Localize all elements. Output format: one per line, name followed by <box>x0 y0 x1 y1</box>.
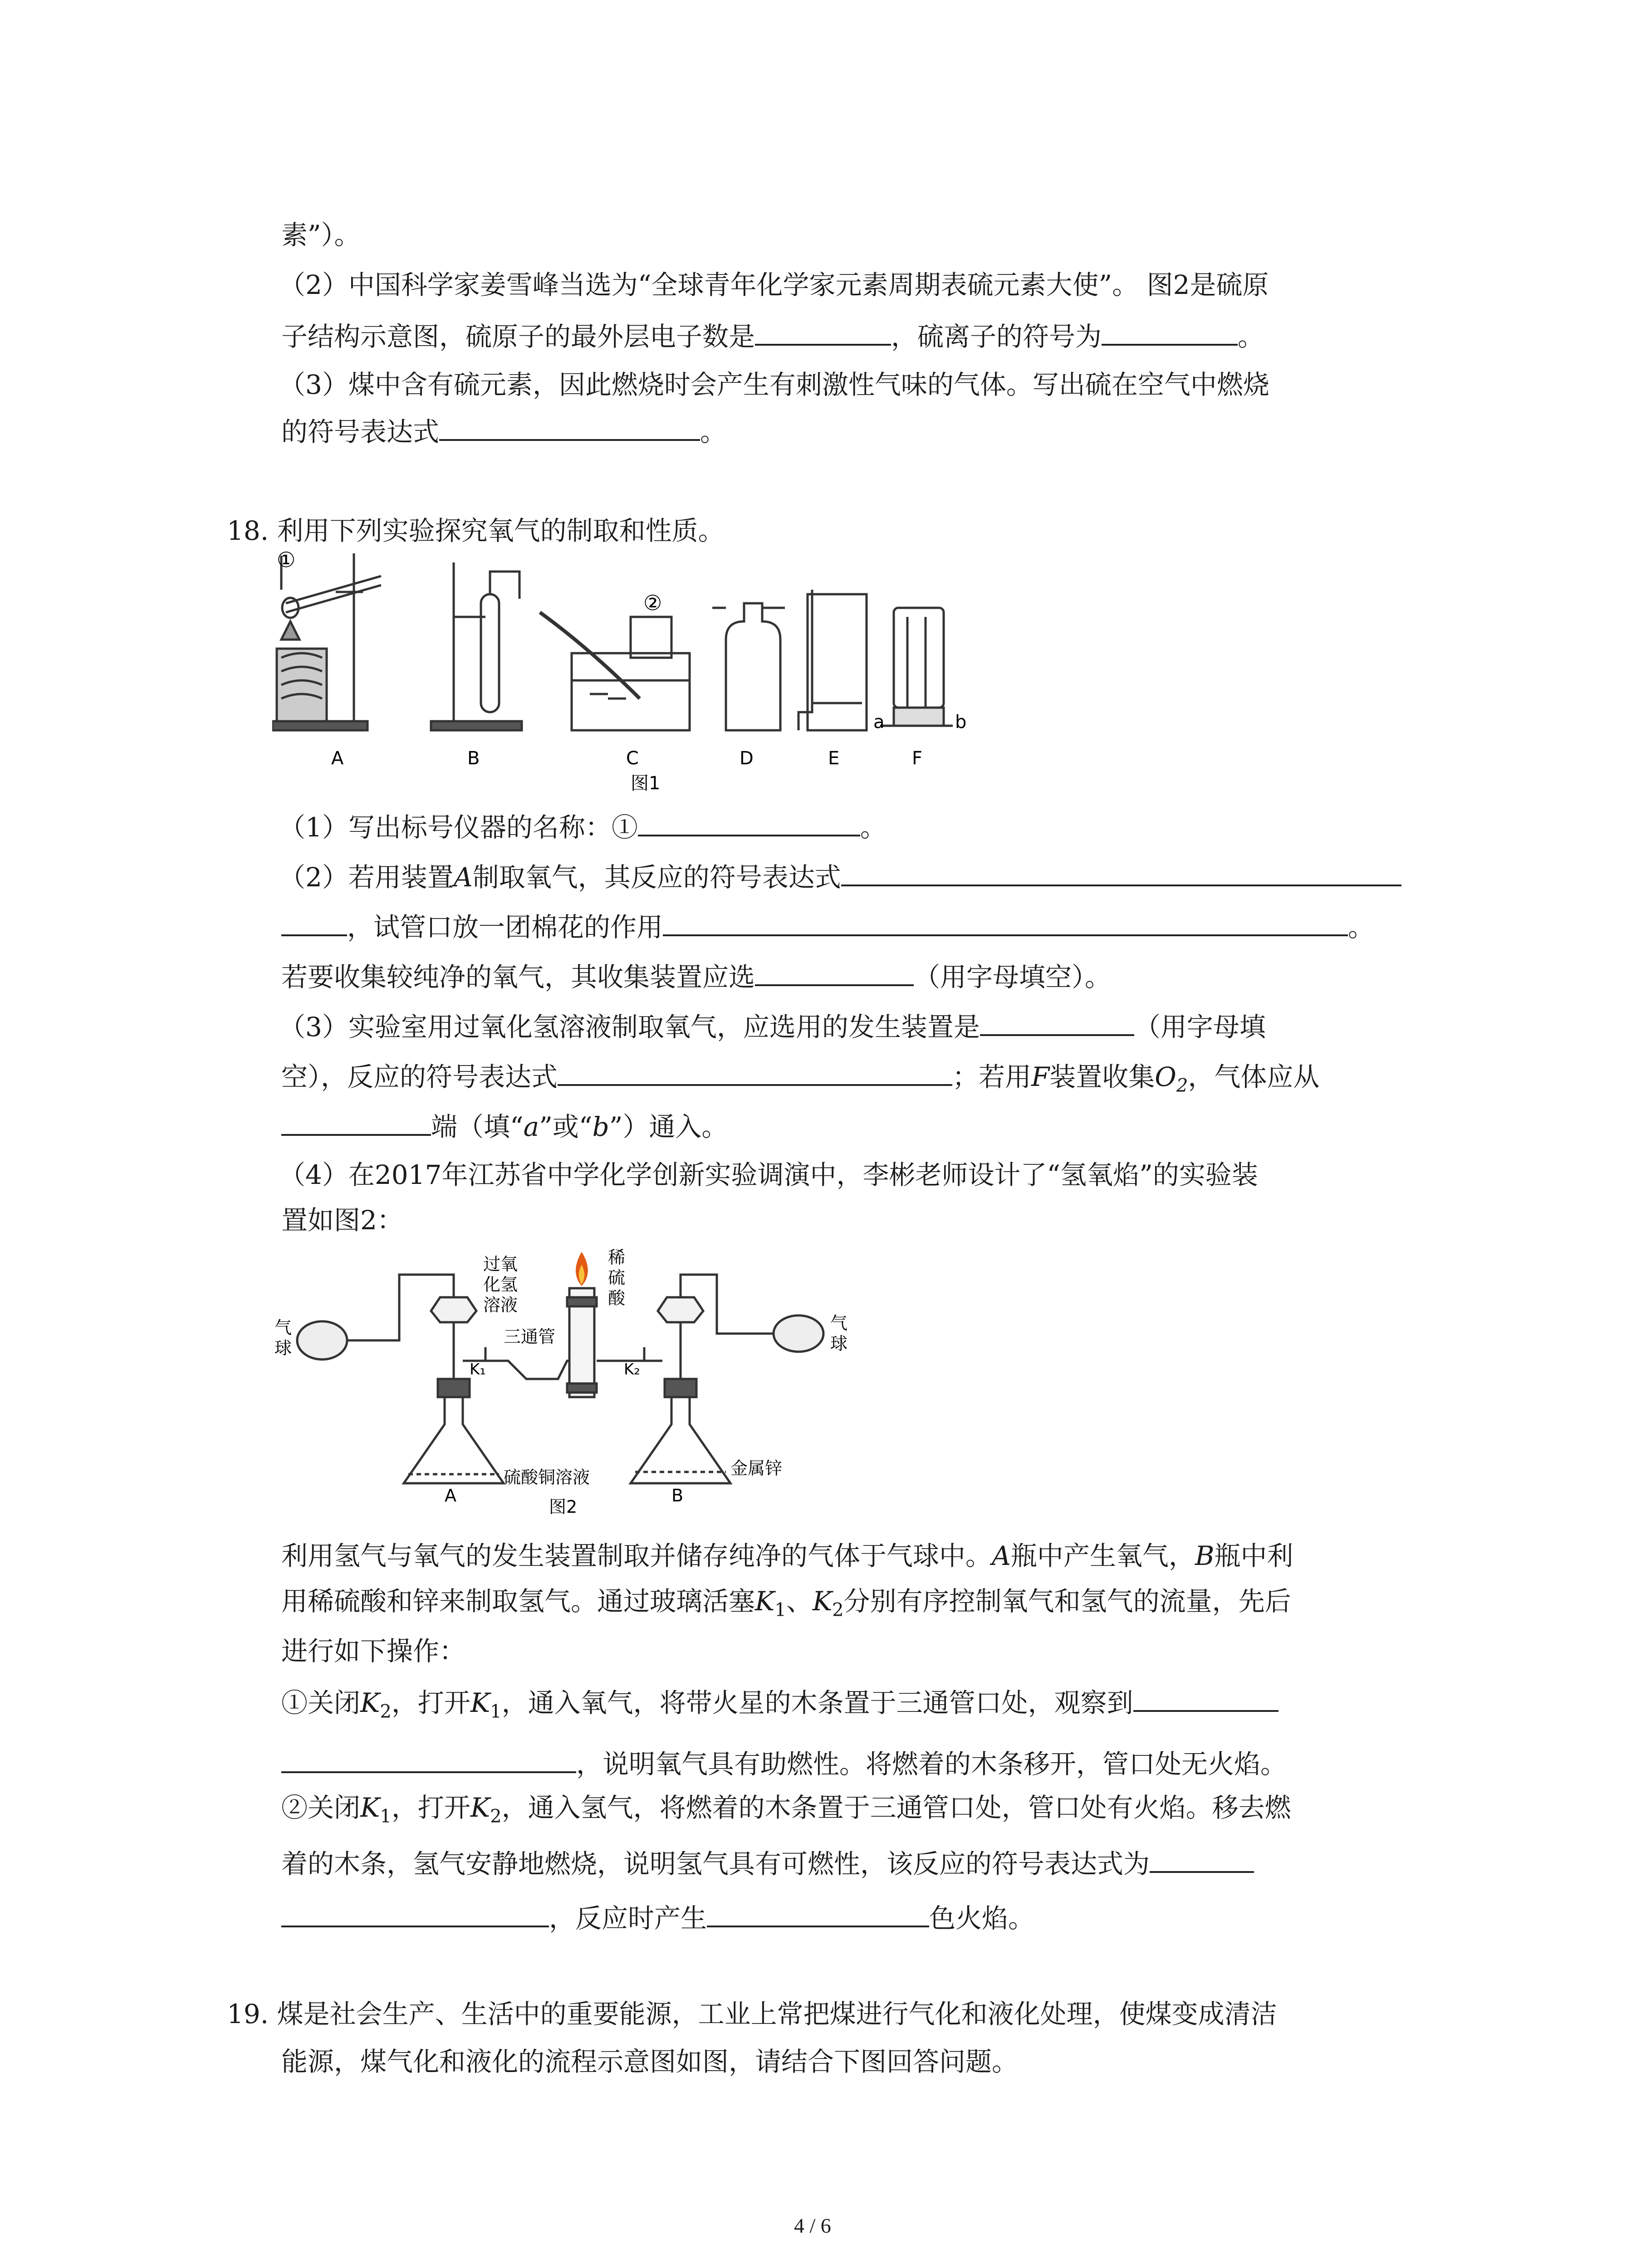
line-text: 。 <box>1238 321 1264 352</box>
text-line <box>281 1107 728 1145</box>
line-text: K <box>360 1687 380 1718</box>
line-text: 。 <box>1348 912 1375 943</box>
line-text: （1）写出标号仪器的名称：① <box>279 812 638 843</box>
line-text: K <box>812 1586 833 1617</box>
line-text: 装置收集 <box>1049 1061 1155 1092</box>
line-text: （3）煤中含有硫元素，因此燃烧时会产生有刺激性气味的气体。写出硫在空气中燃烧 <box>279 369 1269 400</box>
text-line <box>279 267 1269 303</box>
line-text: （2）中国科学家姜雪峰当选为“全球青年化学家元素周期表硫元素大使”。 图2是硫原 <box>279 269 1269 300</box>
line-text: 置如图2： <box>281 1205 403 1236</box>
marker-1: ① <box>277 549 296 572</box>
line-text: K <box>470 1687 490 1718</box>
line-text: a <box>523 1111 539 1142</box>
line-text: （2）若用装置 <box>279 862 454 893</box>
line-text: ②关闭 <box>281 1792 361 1823</box>
text-line <box>281 1683 1279 1730</box>
acid-label-1: 稀 <box>608 1247 626 1267</box>
line-text: ，气体应从 <box>1188 1061 1320 1092</box>
line-text: （3）实验室用过氧化氢溶液制取氧气，应选用的发生装置是 <box>279 1012 980 1042</box>
line-text: 瓶中利 <box>1214 1540 1293 1571</box>
text-line <box>281 957 1111 995</box>
question-19-title <box>227 1996 1277 2032</box>
line-text: ，通入氧气，将带火星的木条置于三通管口处，观察到 <box>501 1687 1133 1718</box>
line-text: A <box>992 1540 1011 1571</box>
answer-blank-observation-cont[interactable] <box>281 1744 576 1773</box>
answer-blank-gas-inlet[interactable] <box>281 1107 431 1136</box>
text-line <box>279 807 887 846</box>
peroxide-label-1: 过氧 <box>483 1254 518 1274</box>
port-a-label: a <box>873 712 885 733</box>
line-text: F <box>1031 1061 1050 1092</box>
line-text: ，硫离子的符号为 <box>891 321 1102 352</box>
line-text: 1 <box>380 1806 392 1827</box>
cuso4-label: 硫酸铜溶液 <box>504 1467 590 1487</box>
answer-blank-collection-device[interactable] <box>755 957 914 986</box>
apparatus-label-D: D <box>740 748 754 769</box>
line-text: ”或“ <box>539 1111 593 1142</box>
line-text: 素”）。 <box>281 220 361 250</box>
k1-label: K₁ <box>470 1360 486 1378</box>
apparatus-label-A: A <box>331 748 344 769</box>
answer-blank-observation[interactable] <box>1133 1683 1279 1712</box>
text-line <box>279 857 1401 895</box>
text-line <box>279 367 1269 403</box>
text-line <box>281 1633 465 1669</box>
balloon-left-label-2: 球 <box>274 1338 292 1358</box>
line-text: 若要收集较纯净的氧气，其收集装置应选 <box>281 962 755 992</box>
balloon-left-label-1: 气 <box>274 1318 292 1338</box>
answer-blank-sulfur-combustion[interactable] <box>439 412 700 441</box>
acid-label-2: 硫 <box>608 1268 626 1288</box>
apparatus-label-C: C <box>626 748 639 769</box>
line-text: B <box>1195 1540 1215 1571</box>
line-text: 进行如下操作： <box>281 1636 466 1667</box>
line-text: ，试管口放一团棉花的作用 <box>347 912 663 943</box>
line-text: 19. 煤是社会生产、生活中的重要能源，工业上常把煤进行气化和液化处理，使煤变成清洁 <box>227 1999 1277 2029</box>
apparatus-label-B: B <box>467 748 480 769</box>
line-text: 。 <box>700 416 727 447</box>
peroxide-label-3: 溶液 <box>483 1295 518 1315</box>
line-text: ，反应时产生 <box>549 1903 707 1934</box>
port-b-label: b <box>955 712 967 733</box>
flask-A-label: A <box>445 1486 456 1505</box>
marker-2: ② <box>643 591 662 615</box>
line-text: 能源，煤气化和液化的流程示意图如图，请结合下图回答问题。 <box>281 2046 1019 2077</box>
line-text: 子结构示意图，硫原子的最外层电子数是 <box>281 321 755 352</box>
answer-blank-outer-electrons[interactable] <box>755 317 891 346</box>
answer-blank-kmno4-equation-cont[interactable] <box>281 907 347 936</box>
line-text: 端（填“ <box>431 1111 524 1142</box>
line-text: 2 <box>490 1806 502 1827</box>
line-text: 瓶中产生氧气， <box>1010 1540 1195 1571</box>
answer-blank-h2o2-equation[interactable] <box>558 1057 952 1086</box>
line-text: 。 <box>860 812 887 843</box>
line-text: K <box>360 1792 380 1823</box>
tee-tube-label: 三通管 <box>504 1327 556 1347</box>
answer-blank-flame-color[interactable] <box>707 1898 929 1927</box>
text-line <box>281 1538 1293 1574</box>
line-text: 制取氧气，其反应的符号表达式 <box>472 862 841 893</box>
figure-1-caption: 图1 <box>631 773 661 794</box>
line-text: K <box>755 1586 775 1617</box>
answer-blank-sulfide-ion[interactable] <box>1102 317 1238 346</box>
line-text: 用稀硫酸和锌来制取氢气。通过玻璃活塞 <box>281 1586 755 1617</box>
apparatus-label-E: E <box>828 748 840 769</box>
flask-B-label: B <box>671 1486 684 1505</box>
line-text: 着的木条，氢气安静地燃烧，说明氢气具有可燃性，该反应的符号表达式为 <box>281 1848 1150 1879</box>
line-text: 分别有序控制氧气和氢气的流量，先后 <box>843 1586 1291 1617</box>
line-text: 空），反应的符号表达式 <box>281 1061 558 1092</box>
line-text: ，通入氢气，将燃着的木条置于三通管口处，管口处有火焰。移去燃 <box>501 1792 1291 1823</box>
answer-blank-generator-device[interactable] <box>980 1007 1134 1036</box>
text-line <box>281 317 1264 355</box>
answer-blank-instrument-1[interactable] <box>638 807 860 836</box>
text-line <box>281 217 361 253</box>
figure-1-apparatus <box>272 549 1007 794</box>
line-text: （用字母填 <box>1134 1012 1266 1042</box>
text-line <box>281 2043 1018 2080</box>
text-line <box>281 1583 1291 1628</box>
line-text: O <box>1155 1061 1176 1092</box>
answer-blank-hydrogen-equation[interactable] <box>1150 1844 1254 1873</box>
line-text: 18. 利用下列实验探究氧气的制取和性质。 <box>227 515 725 546</box>
line-text: 2 <box>832 1599 844 1621</box>
figure-2-caption: 图2 <box>549 1497 578 1515</box>
line-text: ，打开 <box>391 1792 470 1823</box>
apparatus-label-F: F <box>912 748 923 769</box>
text-line <box>281 1844 1254 1882</box>
peroxide-label-2: 化氢 <box>483 1275 518 1295</box>
line-text: ，说明氧气具有助燃性。将燃着的木条移开，管口处无火焰。 <box>576 1749 1287 1779</box>
line-text: 2 <box>1176 1075 1188 1096</box>
answer-blank-hydrogen-equation-cont[interactable] <box>281 1898 549 1927</box>
balloon-right-label-1: 气 <box>830 1313 848 1333</box>
text-line <box>279 1157 1258 1193</box>
line-text: 利用氢气与氧气的发生装置制取并储存纯净的气体于气球中。 <box>281 1540 992 1571</box>
line-text: b <box>592 1111 609 1142</box>
text-line <box>281 1744 1287 1782</box>
page-number: 4 / 6 <box>794 2214 831 2237</box>
text-line <box>281 1057 1319 1104</box>
line-text: （4）在2017年江苏省中学化学创新实验调演中，李彬老师设计了“氢氧焰”的实验装 <box>279 1159 1258 1190</box>
zinc-label: 金属锌 <box>730 1458 783 1478</box>
line-text: A <box>453 862 473 893</box>
answer-blank-kmno4-equation[interactable] <box>841 857 1401 886</box>
text-line <box>281 907 1374 945</box>
line-text: ①关闭 <box>281 1687 361 1718</box>
answer-blank-cotton-purpose[interactable] <box>663 907 1348 936</box>
figure-2-hydrogen-oxygen-flame <box>272 1243 885 1515</box>
line-text: 的符号表达式 <box>281 416 440 447</box>
line-text: 、 <box>786 1586 813 1617</box>
line-text: 1 <box>774 1599 786 1621</box>
text-line <box>281 412 726 450</box>
k2-label: K₂ <box>624 1360 640 1378</box>
acid-label-3: 酸 <box>608 1288 626 1308</box>
text-line <box>281 1789 1291 1835</box>
text-line <box>281 1202 403 1238</box>
line-text: （用字母填空）。 <box>914 962 1112 992</box>
balloon-right-label-2: 球 <box>830 1334 848 1354</box>
line-text: K <box>470 1792 490 1823</box>
question-18-title <box>227 513 725 549</box>
line-text: ”）通入。 <box>609 1111 728 1142</box>
line-text: 1 <box>490 1701 502 1722</box>
line-text: ，打开 <box>391 1687 470 1718</box>
line-text: 色火焰。 <box>929 1903 1035 1934</box>
line-text: ；若用 <box>952 1061 1032 1092</box>
text-line <box>279 1007 1266 1045</box>
line-text: 2 <box>380 1701 392 1722</box>
text-line <box>281 1898 1034 1936</box>
